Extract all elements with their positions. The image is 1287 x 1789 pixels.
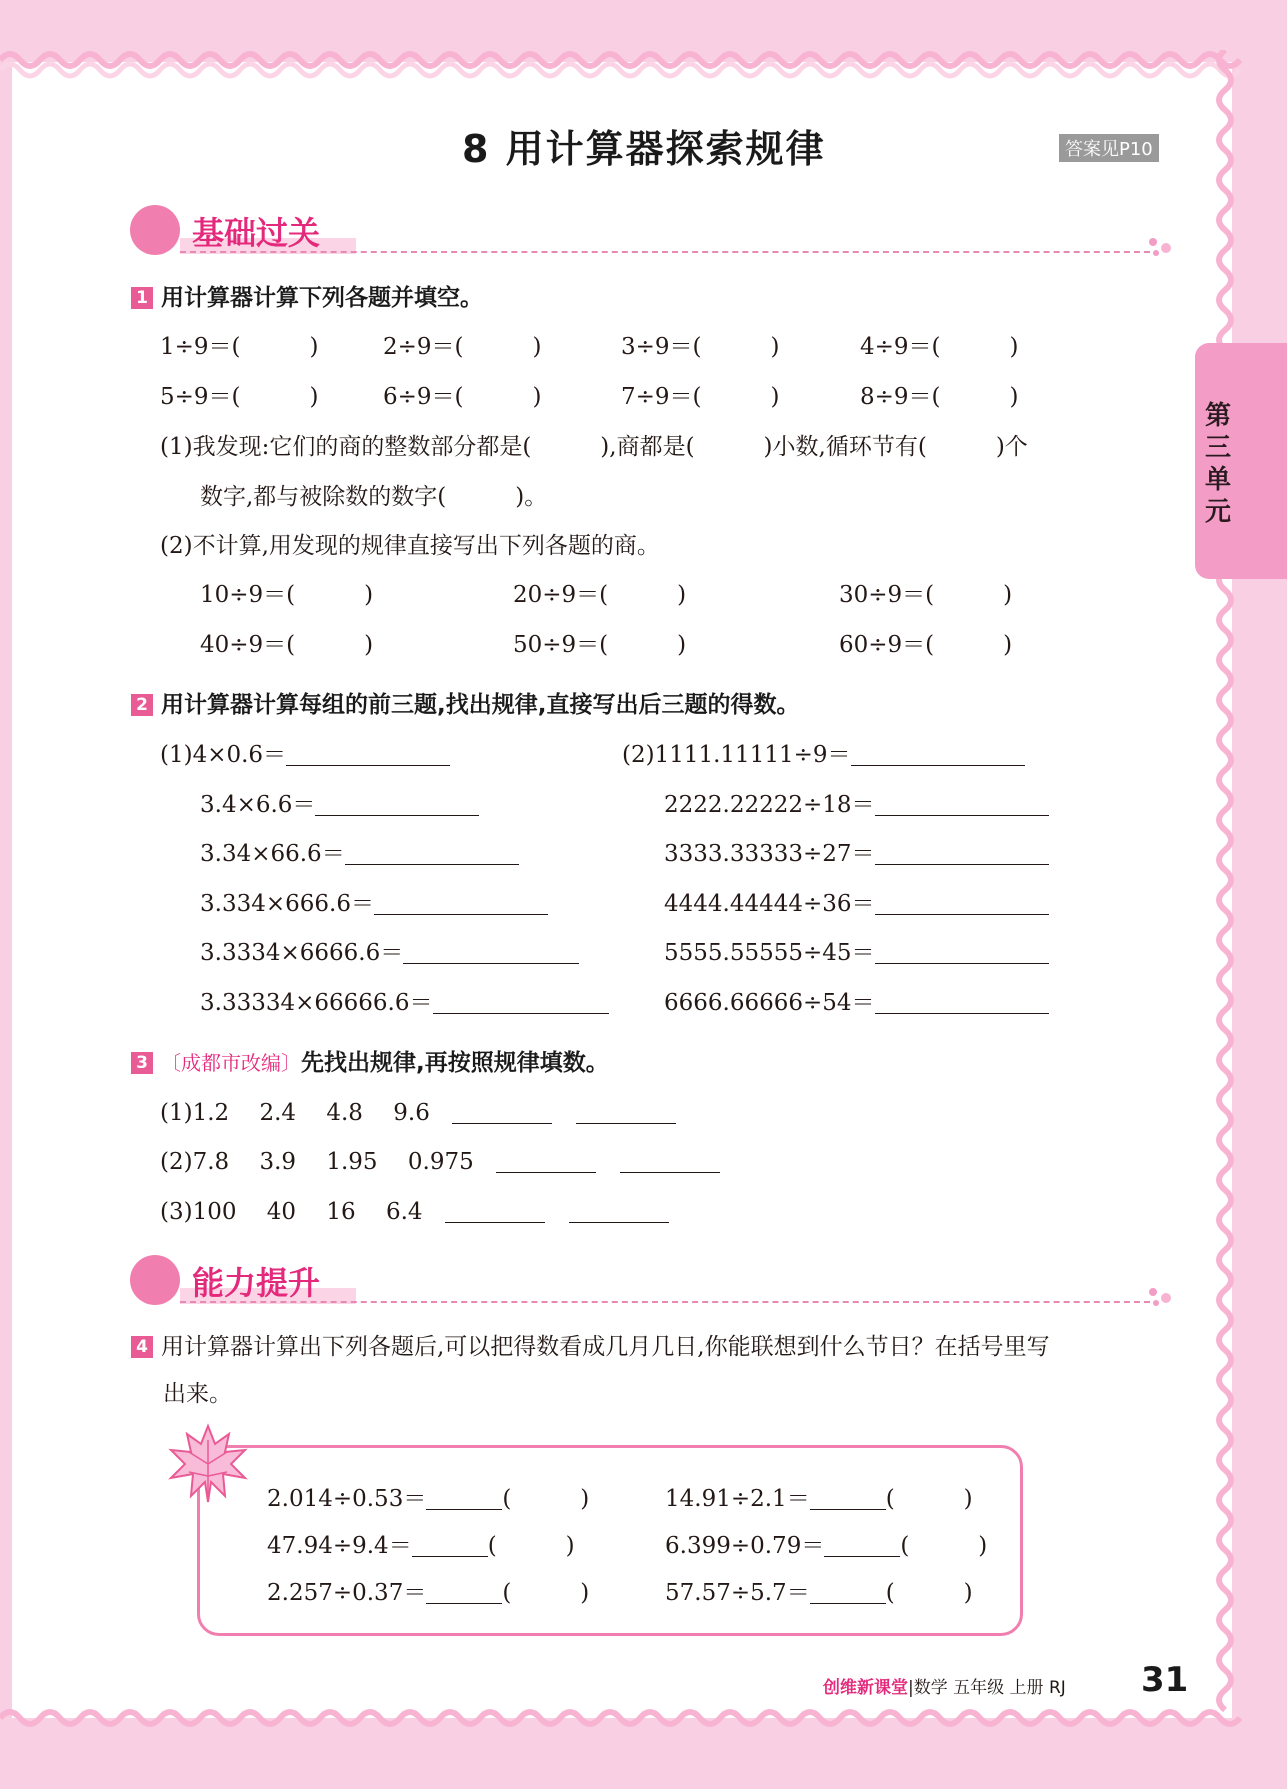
q4-expression: 2.014÷0.53＝ bbox=[267, 1486, 427, 1512]
wavy-border-right bbox=[1205, 50, 1245, 1730]
q1-item: 50÷9＝( ) bbox=[513, 632, 687, 658]
q2-right-row bbox=[664, 984, 1049, 1017]
q4-right-row bbox=[665, 1527, 987, 1560]
q2-expression: 5555.55555÷45＝ bbox=[664, 940, 875, 966]
q2-expression: (1)4×0.6＝ bbox=[160, 742, 287, 768]
question-text: 用计算器计算下列各题并填空。 bbox=[161, 285, 483, 311]
answer-blank[interactable] bbox=[875, 892, 1049, 915]
q2-right-row bbox=[622, 736, 1025, 769]
q2-expression: 4444.44444÷36＝ bbox=[664, 891, 875, 917]
q1-item: 20÷9＝( ) bbox=[513, 582, 687, 608]
answer-blank[interactable] bbox=[824, 1534, 900, 1557]
q3-sequence: (1)1.2 2.4 4.8 9.6 bbox=[160, 1100, 430, 1126]
answer-blank[interactable] bbox=[496, 1150, 596, 1173]
answer-blank[interactable] bbox=[286, 743, 450, 766]
q2-expression: 6666.66666÷54＝ bbox=[664, 990, 875, 1016]
answer-blank[interactable] bbox=[403, 941, 579, 964]
q4-left-row bbox=[267, 1527, 575, 1560]
q1-item: 10÷9＝( ) bbox=[200, 582, 374, 608]
q4-left-row bbox=[267, 1480, 589, 1513]
answer-blank[interactable] bbox=[875, 842, 1049, 865]
q1-item: 7÷9＝( ) bbox=[621, 384, 780, 410]
question-number: 3 bbox=[131, 1052, 153, 1074]
decor-dots-icon bbox=[1148, 236, 1174, 258]
q4-expression: 47.94÷9.4＝ bbox=[267, 1533, 412, 1559]
holiday-parens: ( ) bbox=[502, 1580, 590, 1606]
q1-item: 2÷9＝( ) bbox=[383, 334, 542, 360]
q2-right-row bbox=[664, 934, 1049, 967]
question-4-prompt-cont: 出来。 bbox=[163, 1381, 232, 1407]
question-text: 用计算器计算每组的前三题,找出规律,直接写出后三题的得数。 bbox=[161, 692, 800, 718]
q2-left-row bbox=[200, 786, 479, 819]
holiday-parens: ( ) bbox=[885, 1486, 973, 1512]
q2-expression: 3.34×66.6＝ bbox=[200, 841, 345, 867]
q1-item: 6÷9＝( ) bbox=[383, 384, 542, 410]
q2-expression: 3.33334×66666.6＝ bbox=[200, 990, 433, 1016]
answer-blank[interactable] bbox=[810, 1487, 886, 1510]
q1-sub1-line2: 数字,都与被除数的数字( )。 bbox=[200, 484, 548, 510]
question-source: 〔成都市改编〕 bbox=[161, 1051, 301, 1075]
q2-expression: 3.3334×6666.6＝ bbox=[200, 940, 404, 966]
q2-left-row bbox=[200, 835, 519, 868]
page-number: 31 bbox=[1141, 1660, 1189, 1700]
wavy-border-bottom bbox=[0, 1700, 1287, 1740]
q4-right-row bbox=[665, 1574, 973, 1607]
footer-series bbox=[823, 1673, 1066, 1698]
q4-expression: 2.257÷0.37＝ bbox=[267, 1580, 427, 1606]
answer-blank[interactable] bbox=[374, 892, 548, 915]
mascot-icon bbox=[130, 205, 180, 255]
question-3-prompt bbox=[131, 1044, 609, 1077]
q3-sequence-row bbox=[160, 1143, 720, 1176]
q1-item: 3÷9＝( ) bbox=[621, 334, 780, 360]
holiday-parens: ( ) bbox=[900, 1533, 988, 1559]
q1-item: 8÷9＝( ) bbox=[860, 384, 1019, 410]
answer-blank[interactable] bbox=[433, 991, 609, 1014]
answer-blank[interactable] bbox=[620, 1150, 720, 1173]
q3-sequence: (2)7.8 3.9 1.95 0.975 bbox=[160, 1149, 474, 1175]
question-1-prompt bbox=[131, 279, 483, 312]
q2-expression: 3.4×6.6＝ bbox=[200, 792, 316, 818]
q2-left-row bbox=[160, 736, 450, 769]
footer-brand: 创维新课堂 bbox=[823, 1678, 908, 1698]
question-number: 1 bbox=[131, 287, 153, 309]
q2-expression: 2222.22222÷18＝ bbox=[664, 792, 875, 818]
q2-right-row bbox=[664, 885, 1049, 918]
section-divider bbox=[180, 251, 1150, 253]
question-2-prompt bbox=[131, 686, 799, 719]
answer-blank[interactable] bbox=[345, 842, 519, 865]
holiday-parens: ( ) bbox=[885, 1580, 973, 1606]
q2-left-row bbox=[200, 984, 609, 1017]
answer-blank[interactable] bbox=[569, 1200, 669, 1223]
answer-blank[interactable] bbox=[875, 793, 1049, 816]
q2-expression: 3.334×666.6＝ bbox=[200, 891, 374, 917]
page-title: 8 用计算器探索规律 bbox=[462, 127, 826, 171]
question-4-prompt bbox=[131, 1328, 1050, 1361]
q1-sub2: (2)不计算,用发现的规律直接写出下列各题的商。 bbox=[160, 533, 660, 559]
wavy-border-top bbox=[0, 40, 1287, 80]
section-divider bbox=[180, 1301, 1150, 1303]
q2-expression: 3333.33333÷27＝ bbox=[664, 841, 875, 867]
answer-blank[interactable] bbox=[445, 1200, 545, 1223]
footer-book-info: 数学 五年级 上册 RJ bbox=[913, 1678, 1066, 1698]
q1-item: 5÷9＝( ) bbox=[160, 384, 319, 410]
q2-expression: (2)1111.11111÷9＝ bbox=[622, 742, 851, 768]
answer-blank[interactable] bbox=[426, 1581, 502, 1604]
answer-blank[interactable] bbox=[412, 1534, 488, 1557]
q4-expression: 6.399÷0.79＝ bbox=[665, 1533, 825, 1559]
q1-sub1-line1: (1)我发现:它们的商的整数部分都是( ),商都是( )小数,循环节有( )个 bbox=[160, 434, 1028, 460]
q3-sequence: (3)100 40 16 6.4 bbox=[160, 1199, 423, 1225]
q1-item: 4÷9＝( ) bbox=[860, 334, 1019, 360]
question-text: 用计算器计算出下列各题后,可以把得数看成几月几日,你能联想到什么节日？在括号里写 bbox=[161, 1334, 1050, 1360]
q1-item: 30÷9＝( ) bbox=[839, 582, 1013, 608]
q2-right-row bbox=[664, 786, 1049, 819]
q2-left-row bbox=[200, 934, 579, 967]
answer-blank[interactable] bbox=[452, 1101, 552, 1124]
q1-item: 40÷9＝( ) bbox=[200, 632, 374, 658]
answer-blank[interactable] bbox=[875, 941, 1049, 964]
q4-expression: 57.57÷5.7＝ bbox=[665, 1580, 810, 1606]
answer-blank[interactable] bbox=[851, 743, 1025, 766]
q1-item: 60÷9＝( ) bbox=[839, 632, 1013, 658]
q4-expression: 14.91÷2.1＝ bbox=[665, 1486, 810, 1512]
answer-blank[interactable] bbox=[576, 1101, 676, 1124]
decor-dots-icon bbox=[1148, 1286, 1174, 1308]
q4-left-row bbox=[267, 1574, 589, 1607]
answer-blank[interactable] bbox=[875, 991, 1049, 1014]
section-heading-advanced: 能力提升 bbox=[192, 1264, 321, 1302]
answer-blank[interactable] bbox=[810, 1581, 886, 1604]
section-heading-basic: 基础过关 bbox=[192, 214, 321, 252]
mascot-icon bbox=[130, 1255, 180, 1305]
question-number: 2 bbox=[131, 694, 153, 716]
holiday-parens: ( ) bbox=[502, 1486, 590, 1512]
q3-sequence-row bbox=[160, 1193, 669, 1226]
q4-right-row bbox=[665, 1480, 973, 1513]
question-number: 4 bbox=[131, 1336, 153, 1358]
question-text: 先找出规律,再按照规律填数。 bbox=[301, 1050, 609, 1076]
q3-sequence-row bbox=[160, 1094, 676, 1127]
q2-right-row bbox=[664, 835, 1049, 868]
maple-leaf-icon bbox=[165, 1420, 251, 1506]
unit-side-tab-label: 第三单元 bbox=[1204, 401, 1231, 527]
q2-left-row bbox=[200, 885, 548, 918]
answer-blank[interactable] bbox=[426, 1487, 502, 1510]
answer-reference-badge: 答案见P10 bbox=[1059, 134, 1159, 162]
holiday-parens: ( ) bbox=[487, 1533, 575, 1559]
answer-blank[interactable] bbox=[315, 793, 479, 816]
q1-item: 1÷9＝( ) bbox=[160, 334, 319, 360]
footer-separator: | bbox=[908, 1678, 914, 1698]
